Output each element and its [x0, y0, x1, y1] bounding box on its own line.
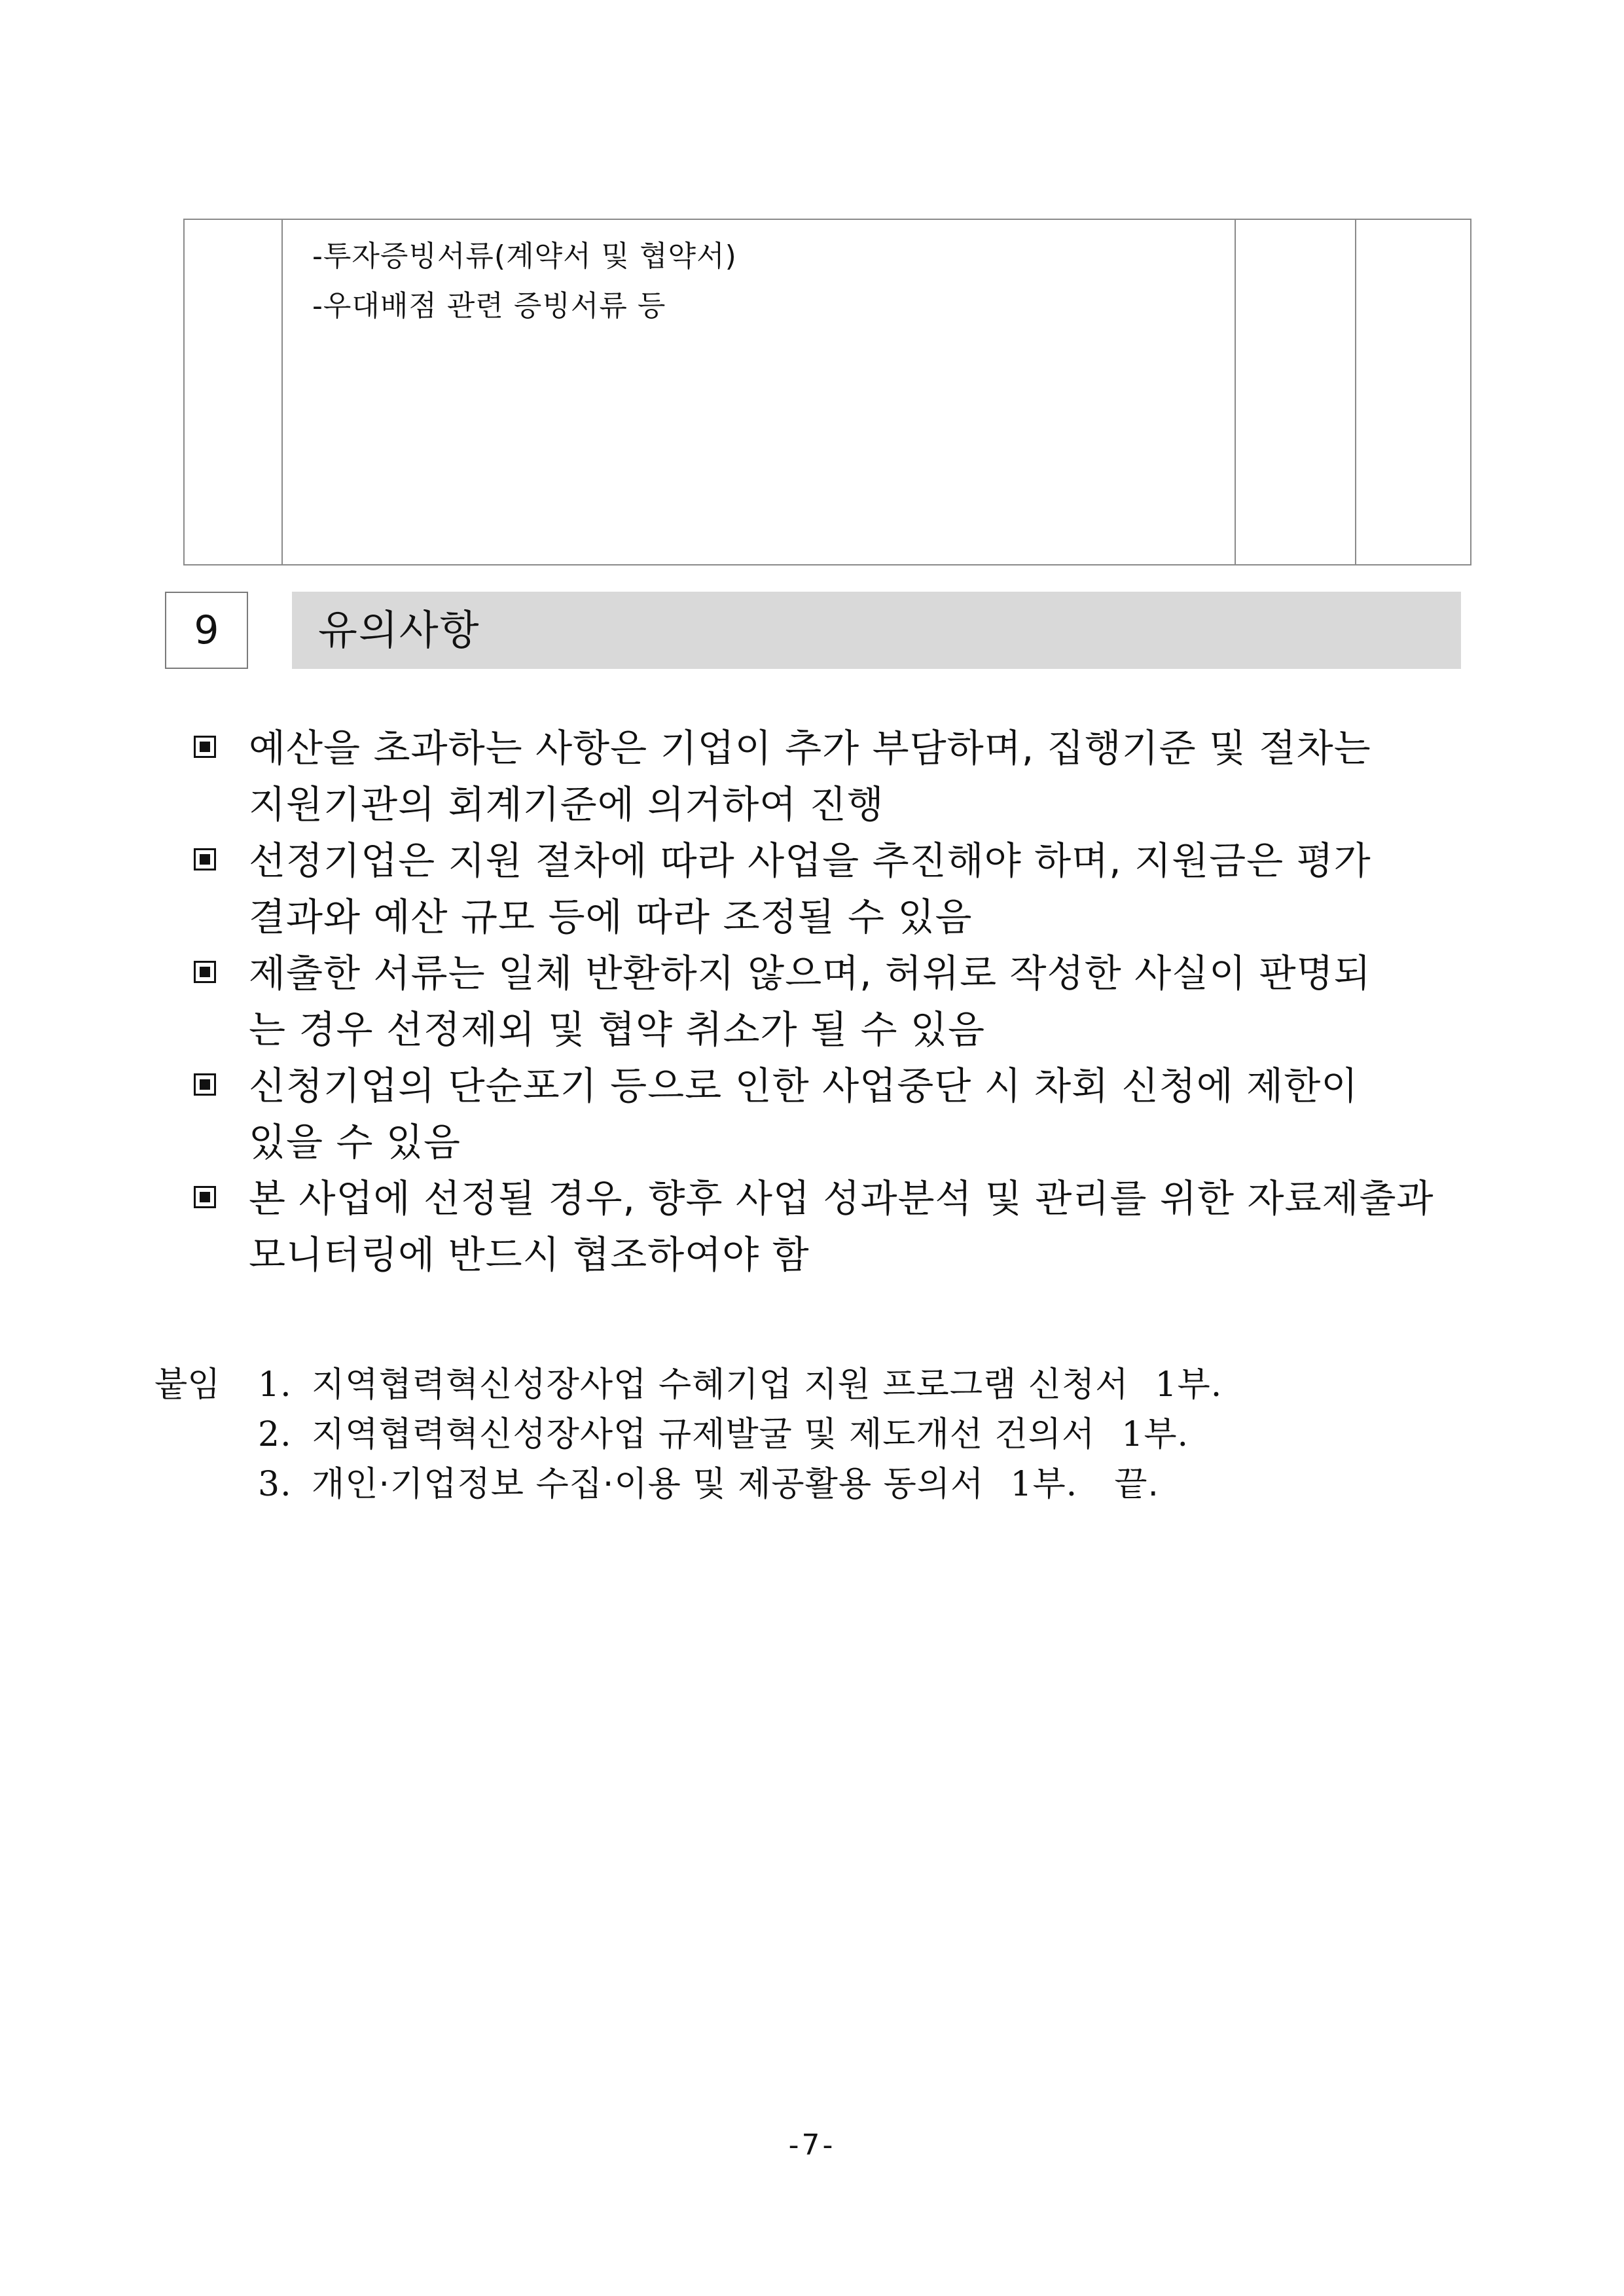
page-number: -7-: [788, 2128, 836, 2162]
attachment-title: 개인·기업정보 수집·이용 및 제공활용 동의서: [312, 1465, 984, 1504]
square-bullet-icon: [194, 1073, 216, 1096]
table-divider: [1235, 220, 1236, 564]
square-bullet-icon: [194, 848, 216, 870]
note-line: 예산을 초과하는 사항은 기업이 추가 부담하며, 집행기준 및 절차는: [249, 726, 1371, 770]
section-title: 유의사항: [318, 606, 480, 654]
attachments-label: 붙임: [154, 1365, 221, 1405]
table-cell-line: -우대배점 관련 증빙서류 등: [312, 289, 666, 323]
square-bullet-icon: [194, 961, 216, 983]
note-line: 모니터링에 반드시 협조하여야 함: [249, 1232, 810, 1277]
note-line: 신청기업의 단순포기 등으로 인한 사업중단 시 차회 신청에 제한이: [249, 1064, 1359, 1108]
attachment-title: 지역협력혁신성장사업 수혜기업 지원 프로그램 신청서: [312, 1365, 1129, 1405]
note-line: 있을 수 있음: [249, 1120, 461, 1164]
attachment-number: 1.: [258, 1365, 292, 1405]
notes-list: [194, 720, 1470, 1283]
square-bullet-icon: [194, 1186, 216, 1208]
table-cell-line: -투자증빙서류(계약서 및 협약서): [312, 240, 737, 273]
attachment-title: 지역협력혁신성장사업 규제발굴 및 제도개선 건의서: [312, 1415, 1096, 1454]
note-line: 본 사업에 선정될 경우, 향후 사업 성과분석 및 관리를 위한 자료제출과: [249, 1176, 1434, 1221]
attachment-quantity: 1부.: [1155, 1365, 1223, 1405]
attachment-item: [258, 1360, 1222, 1410]
note-line: 선정기업은 지원 절차에 따라 사업을 추진해야 하며, 지원금은 평가: [249, 838, 1371, 883]
section-number: 9: [165, 592, 248, 669]
attachment-quantity: 1부.: [1010, 1465, 1078, 1504]
list-item: [194, 1170, 1470, 1283]
attachment-number: 3.: [258, 1465, 292, 1504]
note-line: 는 경우 선정제외 및 협약 취소가 될 수 있음: [249, 1007, 985, 1052]
list-item: [194, 945, 1470, 1058]
list-item: [194, 1058, 1470, 1170]
attachment-quantity: 1부.: [1121, 1415, 1189, 1454]
square-bullet-icon: [194, 736, 216, 758]
attachment-number: 2.: [258, 1415, 292, 1454]
table-cell-content: [312, 232, 737, 331]
table-divider: [281, 220, 283, 564]
note-line: 지원기관의 회계기준에 의거하여 진행: [249, 782, 884, 827]
end-mark: 끝.: [1114, 1465, 1159, 1504]
attachment-item: [258, 1410, 1222, 1460]
attachment-item: [258, 1460, 1222, 1509]
attachments: [154, 1360, 1223, 1509]
note-line: 제출한 서류는 일체 반환하지 않으며, 허위로 작성한 사실이 판명되: [249, 951, 1371, 996]
list-item: [194, 833, 1470, 945]
table-divider: [1355, 220, 1356, 564]
list-item: [194, 720, 1470, 833]
section-header-bar: [292, 592, 1461, 669]
required-documents-table: [183, 219, 1471, 565]
note-line: 결과와 예산 규모 등에 따라 조정될 수 있음: [249, 895, 973, 939]
